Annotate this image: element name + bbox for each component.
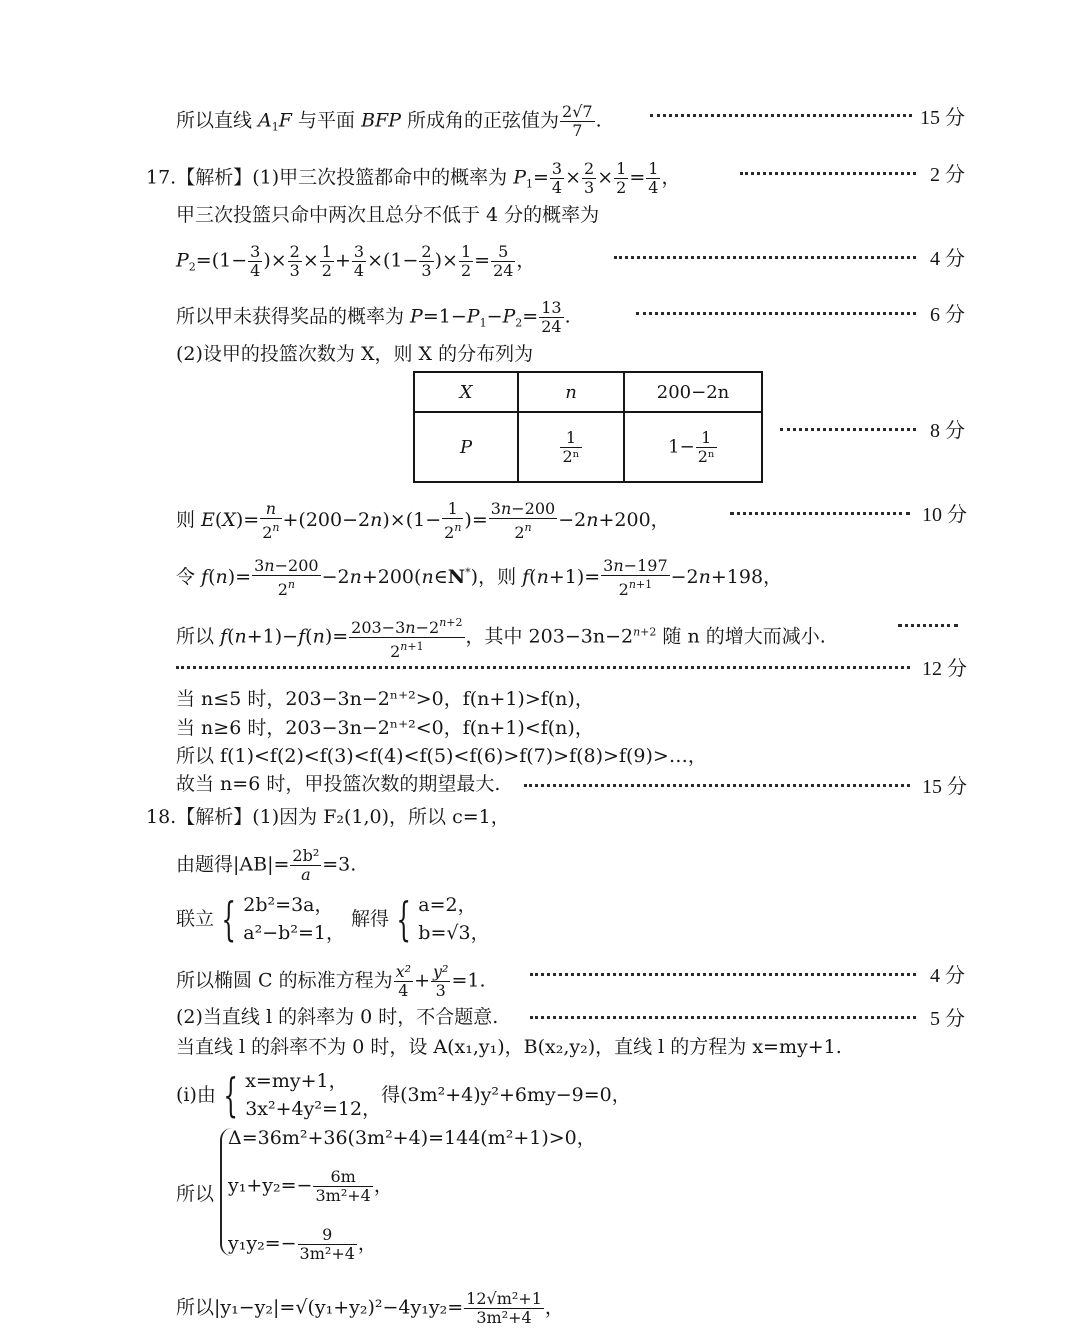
- fraction: $\frac{1}{4}$: [648, 159, 659, 197]
- text: =3.: [322, 853, 357, 876]
- q17-case-2: 当 n≥6 时，203−3n−2ⁿ⁺²<0，f(n+1)<f(n)，: [176, 717, 594, 739]
- leader-dots: [524, 784, 910, 787]
- fraction: $\frac{\text{y²}}{3}$: [432, 962, 449, 1000]
- leader-dots: [530, 973, 916, 976]
- leader-dots: [740, 172, 916, 175]
- fraction: $\frac{2}{3}$: [289, 242, 300, 280]
- fraction: $\frac{\text{x²}}{4}$: [395, 962, 412, 1000]
- leader-dots: [730, 512, 910, 515]
- fraction: $\frac{1}{2}$: [460, 242, 472, 280]
- text: 由题得|AB|=: [176, 853, 290, 876]
- leader-dots: [530, 1016, 916, 1019]
- q18-line-1: [146, 805, 510, 829]
- q17-line-5: (2)设甲的投篮次数为 X，则 X 的分布列为: [176, 343, 534, 365]
- text: 联立: [176, 908, 215, 930]
- equation-system: x=my+1， 3x²+4y²=12，: [245, 1070, 382, 1120]
- text: (1)因为 F₂(1,0)，所以 c=1，: [252, 806, 510, 828]
- fraction: $\frac{203-3n-2^{n+2}}{2^{n+1}}$: [351, 616, 463, 661]
- fraction: $\frac{6m}{\text{3m²+4}}$: [315, 1167, 371, 1205]
- q18-ellipse-equation: 所以椭圆 C 的标准方程为 $\frac{\text{x²}}{4}$ + $\frac{\text{y²}}{3}$ =1.: [176, 962, 486, 1000]
- q18-sum: [228, 1168, 393, 1205]
- text: 令: [176, 566, 202, 588]
- text: (1)甲三次投篮都命中的概率为: [252, 166, 514, 189]
- q17-expectation: 则 E(X)= $\frac{n}{2^n}$ +(200−2n)×(1− $\frac{1}{2^n}$ )= $\frac{3n-200}{2^n}$ −2n+200，: [176, 499, 670, 542]
- q17-line-2: 甲三次投篮只命中两次且总分不低于 4 分的概率为: [176, 204, 600, 226]
- q18-line-2: [176, 847, 356, 884]
- table-cell: [518, 412, 624, 482]
- q17-difference: 所以 f(n+1)−f(n)= $\frac{203-3n-2^{n+2}}{2^{n+1}}$ ，其中 $203-3n-2^{n+2}$ 随 n 的增大而减小.: [176, 616, 826, 661]
- points-label: 10 分: [922, 504, 967, 526]
- text: 随 n 的增大而减小.: [656, 625, 826, 648]
- leader-dots: [780, 428, 916, 431]
- text: 所以: [176, 625, 221, 648]
- q17-p2-expression: $P_2=(1-$ $\frac{3}{4}$ )× $\frac{2}{3}$ × $\frac{1}{2}$ + $\frac{3}{4}$ ×(1− $\frac{2}{3}$ )× $\frac{1}{2}$ = $\frac{5}{24}$ ，: [176, 242, 536, 280]
- fraction: $\frac{9}{\text{3m²+4}}$: [299, 1225, 355, 1263]
- points-label: 15 分: [920, 107, 965, 129]
- table-cell: P: [414, 412, 518, 482]
- leader-dots: [636, 312, 916, 315]
- equation-system: 2b²=3a， a²−b²=1，: [243, 894, 345, 944]
- leader-dots: [614, 256, 916, 259]
- fraction: $\frac{3}{4}$: [250, 242, 261, 280]
- table-cell: 1− $\frac{1}{\text{2ⁿ}}$: [624, 412, 762, 482]
- fraction: $\frac{3}{4}$: [353, 242, 365, 280]
- fraction: $\frac{3n-200}{2^n}$: [254, 556, 319, 599]
- q17-case-1: 当 n≤5 时，203−3n−2ⁿ⁺²>0，f(n+1)>f(n)，: [176, 688, 594, 710]
- points-label: 15 分: [922, 776, 967, 798]
- q17-chain: 所以 f(1)<f(2)<f(3)<f(4)<f(5)<f(6)>f(7)>f(8)>f(9)>…，: [176, 745, 707, 767]
- q18-product: [228, 1226, 377, 1263]
- points-label: 8 分: [930, 420, 965, 442]
- q18-system-1: [176, 890, 490, 947]
- text: y₁y₂=−: [228, 1232, 297, 1255]
- q18-abs-difference: [176, 1290, 564, 1327]
- text: ，其中 203−3n−2: [465, 625, 634, 648]
- fraction: $\frac{2}{3}$: [584, 159, 595, 197]
- fraction: $\frac{n}{2^n}$: [262, 499, 280, 542]
- q17-fn-definition: 令 f(n)= $\frac{3n-200}{2^n}$ −2n+200(n∈N*)，则 f(n+1)= $\frac{3n-197}{2^{n+1}}$ −2n+198，: [176, 556, 783, 599]
- leader-dots: [176, 666, 910, 669]
- table-cell: X: [414, 372, 518, 412]
- q18-line-5: (2)当直线 l 的斜率为 0 时，不合题意.: [176, 1006, 499, 1028]
- fraction: $\frac{1}{2}$: [321, 242, 332, 280]
- text: 解得: [351, 908, 390, 930]
- points-label: 5 分: [930, 1008, 965, 1030]
- text: .: [595, 109, 602, 132]
- q18-line-6: 当直线 l 的斜率不为 0 时，设 A(x₁,y₁)，B(x₂,y₂)，直线 l 的方程为 x=my+1.: [176, 1036, 842, 1058]
- points-label: 6 分: [930, 304, 965, 326]
- equation-system: a=2， b=√3，: [418, 894, 490, 944]
- analysis-tag: 【解析】: [176, 806, 253, 828]
- fraction: $\frac{1}{\text{2ⁿ}}$: [562, 427, 580, 466]
- q18-system-2: [176, 1066, 631, 1123]
- text: 与平面: [291, 109, 362, 132]
- question-number: 17.: [146, 166, 177, 189]
- text: ，: [544, 1296, 564, 1319]
- q18-delta: Δ=36m²+36(3m²+4)=144(m²+1)>0，: [228, 1127, 596, 1149]
- line-sine-result: 所以直线 $A_1F$ 与平面 BFP 所成角的正弦值为 $\frac{2√7}{7}$ .: [176, 102, 602, 140]
- q17-line-4: 所以甲未获得奖品的概率为 $P=1-P_1-P_2=$ $\frac{13}{24}$ .: [176, 298, 571, 336]
- points-label: 4 分: [930, 965, 965, 987]
- analysis-tag: 【解析】: [176, 166, 253, 189]
- text: y₁+y₂=−: [228, 1174, 313, 1197]
- fraction: $\frac{\text{12√m²+1}}{\text{3m²+4}}$: [466, 1289, 542, 1327]
- question-number: 18.: [146, 806, 177, 828]
- fraction: $\frac{3}{4}$: [551, 159, 563, 197]
- text: 所成角的正弦值为: [401, 109, 560, 132]
- fraction: $\frac{3n-200}{2^n}$: [490, 499, 556, 542]
- fraction: $\frac{2}{3}$: [421, 242, 432, 280]
- fraction: $\frac{1}{\text{2ⁿ}}$: [697, 427, 715, 466]
- left-brace: {: [396, 892, 411, 946]
- text: =1.: [451, 969, 486, 992]
- q17-conclusion: 故当 n=6 时，甲投篮次数的期望最大.: [176, 773, 501, 795]
- fraction: $\frac{2√7}{7}$: [562, 102, 593, 140]
- table-cell: 200−2n: [624, 372, 762, 412]
- text: 所以甲未获得奖品的概率为: [176, 305, 411, 328]
- fraction: $\frac{3n-197}{2^{n+1}}$: [603, 556, 668, 599]
- distribution-table: [413, 371, 763, 483]
- text: (ⅰ)由: [176, 1084, 216, 1106]
- text: 所以直线: [176, 109, 259, 132]
- points-label: 4 分: [930, 248, 965, 270]
- leader-dots: [898, 624, 958, 627]
- points-label: 2 分: [930, 164, 965, 186]
- left-brace: {: [223, 1068, 238, 1122]
- fraction: $\frac{13}{24}$: [541, 298, 562, 336]
- fraction: $\frac{5}{24}$: [493, 242, 514, 280]
- q18-label-suoyi: 所以: [176, 1183, 215, 1205]
- q17-line-1: 17.【解析】(1)甲三次投篮都命中的概率为 $P_1=$ $\frac{3}{4}$ × $\frac{2}{3}$ × $\frac{1}{2}$ = $\frac{1}{4}$ ，: [146, 159, 681, 197]
- text: ，: [373, 1174, 393, 1197]
- text: 所以|y₁−y₂|=√(y₁+y₂)²−4y₁y₂=: [176, 1296, 464, 1319]
- fraction: $\frac{1}{2}$: [616, 159, 627, 197]
- points-label: 12 分: [922, 658, 967, 680]
- text: 所以椭圆 C 的标准方程为: [176, 969, 393, 992]
- text: 得(3m²+4)y²+6my−9=0，: [381, 1084, 631, 1106]
- table-cell: n: [518, 372, 624, 412]
- text: ，: [357, 1232, 377, 1255]
- fraction: $\frac{1}{2^n}$: [444, 499, 462, 542]
- leader-dots: [650, 114, 912, 117]
- fraction: $\frac{\text{2b²}}{a}$: [292, 846, 320, 884]
- left-brace: {: [221, 892, 236, 946]
- text: ，则: [478, 566, 523, 588]
